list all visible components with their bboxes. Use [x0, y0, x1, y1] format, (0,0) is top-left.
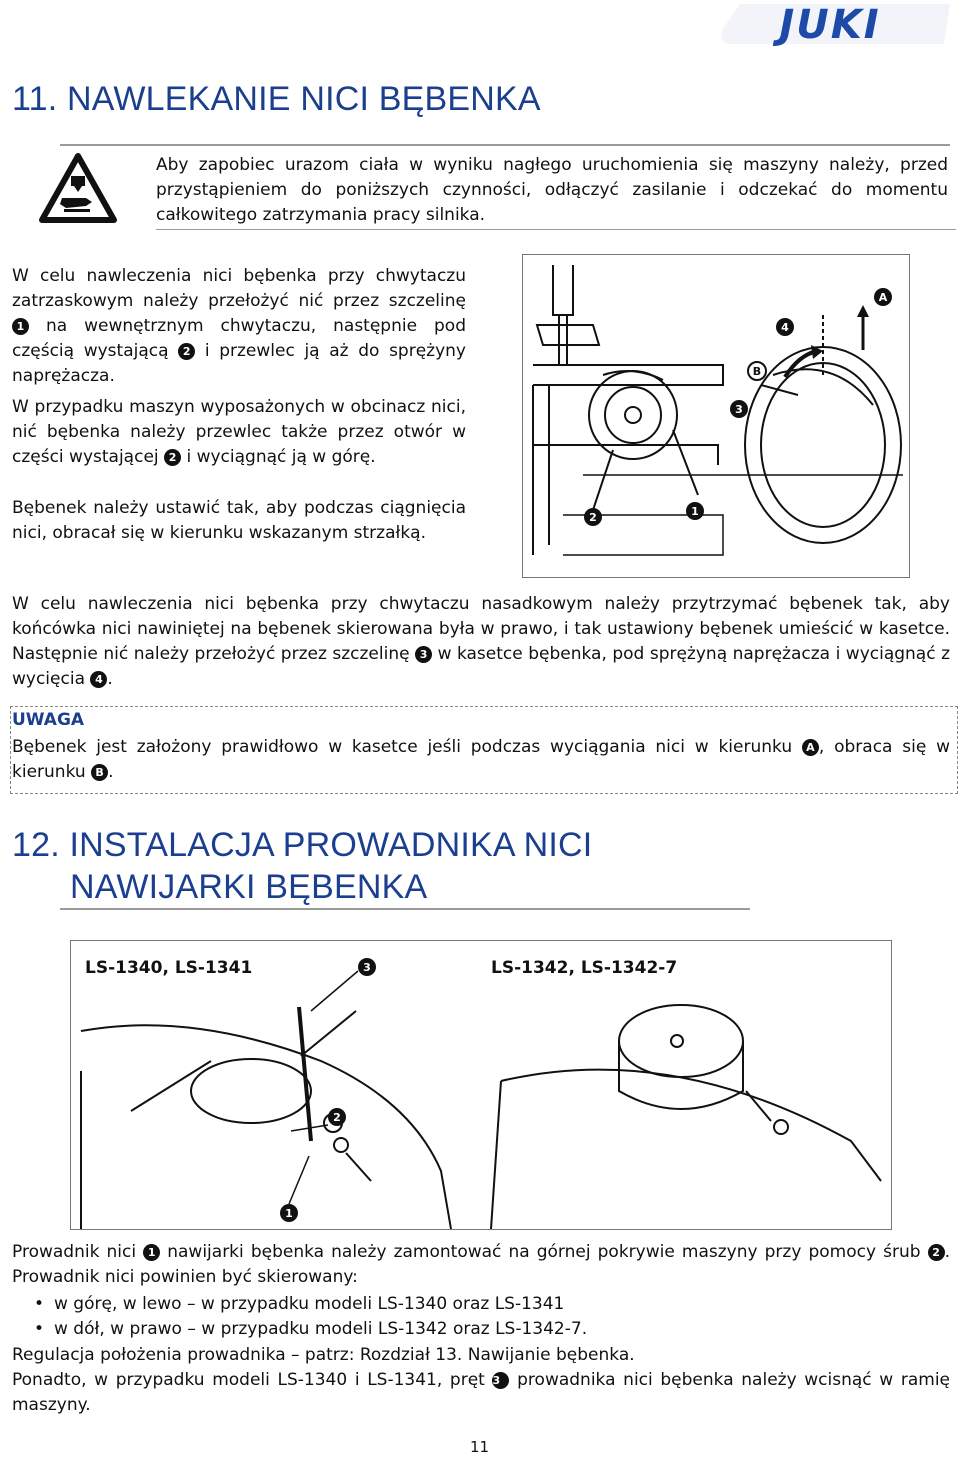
section-11-paragraph-4: W celu nawleczenia nici bębenka przy chwytaczu nasadkowym należy przytrzymać bębenek tak, aby końcówka nici nawiniętej na bębenek skierowana była w prawo, i tak ustawiony bębenek umieścić w kasetce. Następnie nić należy przełożyć przez szczelinę 3 w kasetce bębenka, pod sprężyną naprężacza i wyciągnąć z wycięcia 4 .	[12, 594, 950, 689]
thread-guide-drawing	[71, 941, 891, 1229]
svg-text:1: 1	[285, 1207, 293, 1220]
hand-crush-warning-icon	[38, 152, 118, 224]
callout-2-icon: 2	[928, 1244, 945, 1261]
section-11-paragraph-3: Bębenek należy ustawić tak, aby podczas ciągnięcia nici, obracał się w kierunku wskazanym strzałką.	[12, 498, 466, 543]
svg-text:4: 4	[781, 321, 789, 334]
bobbin-threading-figure	[522, 254, 910, 578]
direction-a-icon: A	[802, 739, 819, 756]
callout-1-icon: 1	[143, 1244, 160, 1261]
section-12-title-line-1: 12. INSTALACJA PROWADNIKA NICI	[12, 826, 593, 864]
thread-guide-figure	[70, 940, 892, 1230]
section-12-paragraph-2: Regulacja położenia prowadnika – patrz: Rozdział 13. Nawijanie bębenka.	[12, 1345, 635, 1365]
page-number: 11	[470, 1438, 490, 1456]
svg-text:LS-1342, LS-1342-7: LS-1342, LS-1342-7	[491, 958, 678, 978]
svg-text:LS-1340, LS-1341: LS-1340, LS-1341	[85, 958, 253, 978]
svg-text:2: 2	[589, 511, 597, 524]
direction-b-icon: B	[91, 764, 108, 781]
svg-text:3: 3	[735, 403, 743, 416]
svg-text:1: 1	[691, 505, 699, 518]
section-12-rule	[60, 908, 750, 910]
svg-text:JUKI: JUKI	[779, 2, 881, 46]
juki-logo	[712, 0, 952, 46]
callout-3-icon: 3	[415, 646, 432, 663]
bobbin-threading-drawing	[523, 255, 909, 577]
orientation-list	[30, 1292, 587, 1342]
svg-text:2: 2	[333, 1111, 341, 1124]
callout-2-icon: 2	[164, 449, 181, 466]
section-11-paragraph-1: W celu nawleczenia nici bębenka przy chwytaczu zatrzaskowym należy przełożyć nić przez szczelinę 1 na wewnętrznym chwytaczu, następnie pod częścią wystającą 2 i przewlec ją aż do sprężyny naprężacza.	[12, 266, 466, 386]
note-text: Bębenek jest założony prawidłowo w kasetce jeśli podczas wyciągania nici w kierunku A , obraca się w kierunku B .	[12, 737, 951, 782]
section-12-title-line-2: NAWIJARKI BĘBENKA	[70, 868, 428, 906]
svg-text:B: B	[752, 365, 762, 378]
list-item: • w dół, w prawo – w przypadku modeli LS-1342 oraz LS-1342-7.	[30, 1317, 587, 1342]
section-11-title: 11. NAWLEKANIE NICI BĘBENKA	[12, 80, 541, 118]
callout-1-icon: 1	[12, 318, 29, 335]
svg-text:A: A	[878, 291, 888, 304]
svg-text:3: 3	[363, 961, 371, 974]
callout-4-icon: 4	[90, 671, 107, 688]
list-item: • w górę, w lewo – w przypadku modeli LS-1340 oraz LS-1341	[30, 1292, 587, 1317]
callout-2-icon: 2	[178, 343, 195, 360]
section-11-paragraph-2: W przypadku maszyn wyposażonych w obcinacz nici, nić bębenka należy przewlec także przez otwór w części wystającej 2 i wyciągnąć ją w górę.	[12, 397, 466, 467]
section-12-paragraph-1: Prowadnik nici 1 nawijarki bębenka należy zamontować na górnej pokrywie maszyny przy pomocy śrub 2 . Prowadnik nici powinien być skierowany:	[12, 1242, 950, 1287]
note-label: UWAGA	[12, 710, 85, 730]
warning-text: Aby zapobiec urazom ciała w wyniku nagłego uruchomienia się maszyny należy, przed przystąpieniem do poniższych czynności, odłączyć zasilanie i odczekać do momentu całkowitego zatrzymania pracy silnika.	[156, 155, 948, 225]
section-11-rule	[60, 144, 950, 146]
callout-3-icon: 3	[492, 1372, 509, 1389]
section-12-paragraph-3: Ponadto, w przypadku modeli LS-1340 i LS-1341, pręt 3 prowadnika nici bębenka należy wcisnąć w ramię maszyny.	[12, 1370, 951, 1415]
warning-rule	[156, 229, 956, 230]
